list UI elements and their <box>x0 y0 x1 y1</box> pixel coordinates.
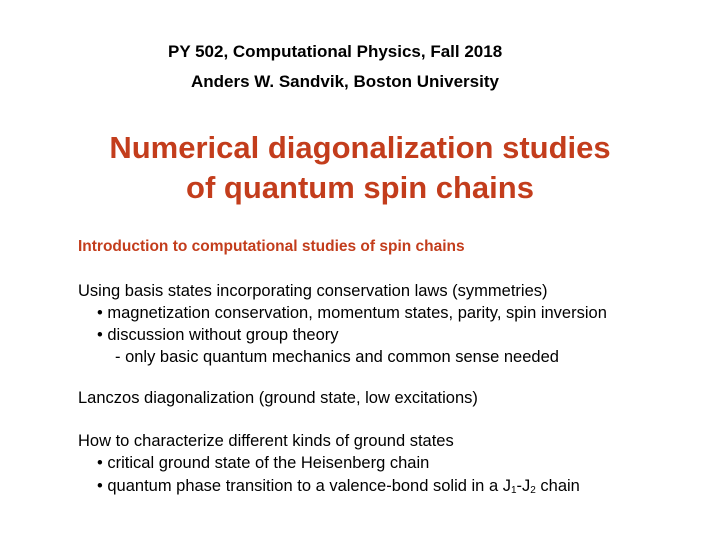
slide-title <box>0 128 720 208</box>
bullet-text-prefix: • quantum phase transition to a valence-bond solid in a J <box>97 477 511 495</box>
bullet-text-dash: -J <box>516 477 531 495</box>
section-heading: Introduction to computational studies of spin chains <box>78 238 465 255</box>
subscript-2: 2 <box>530 485 536 496</box>
ground-states-bullet-critical: • critical ground state of the Heisenberg chain <box>97 454 430 472</box>
basis-sub-item: - only basic quantum mechanics and common sense needed <box>115 348 559 366</box>
subscript-1: 1 <box>510 485 517 496</box>
basis-bullet-magnetization: • magnetization conservation, momentum states, parity, spin inversion <box>97 304 607 322</box>
slide-title-line2: of quantum spin chains <box>186 170 534 205</box>
basis-bullet-group-theory: • discussion without group theory <box>97 326 339 344</box>
bullet-text-suffix: chain <box>535 477 580 495</box>
ground-states-heading: How to characterize different kinds of ground states <box>78 432 454 450</box>
basis-heading: Using basis states incorporating conservation laws (symmetries) <box>78 282 548 300</box>
lanczos-line: Lanczos diagonalization (ground state, low excitations) <box>78 389 478 407</box>
ground-states-bullet-transition <box>97 477 580 496</box>
course-info: PY 502, Computational Physics, Fall 2018 <box>168 42 503 61</box>
author-affiliation: Anders W. Sandvik, Boston University <box>191 72 499 91</box>
slide-title-line1: Numerical diagonalization studies <box>109 130 611 165</box>
